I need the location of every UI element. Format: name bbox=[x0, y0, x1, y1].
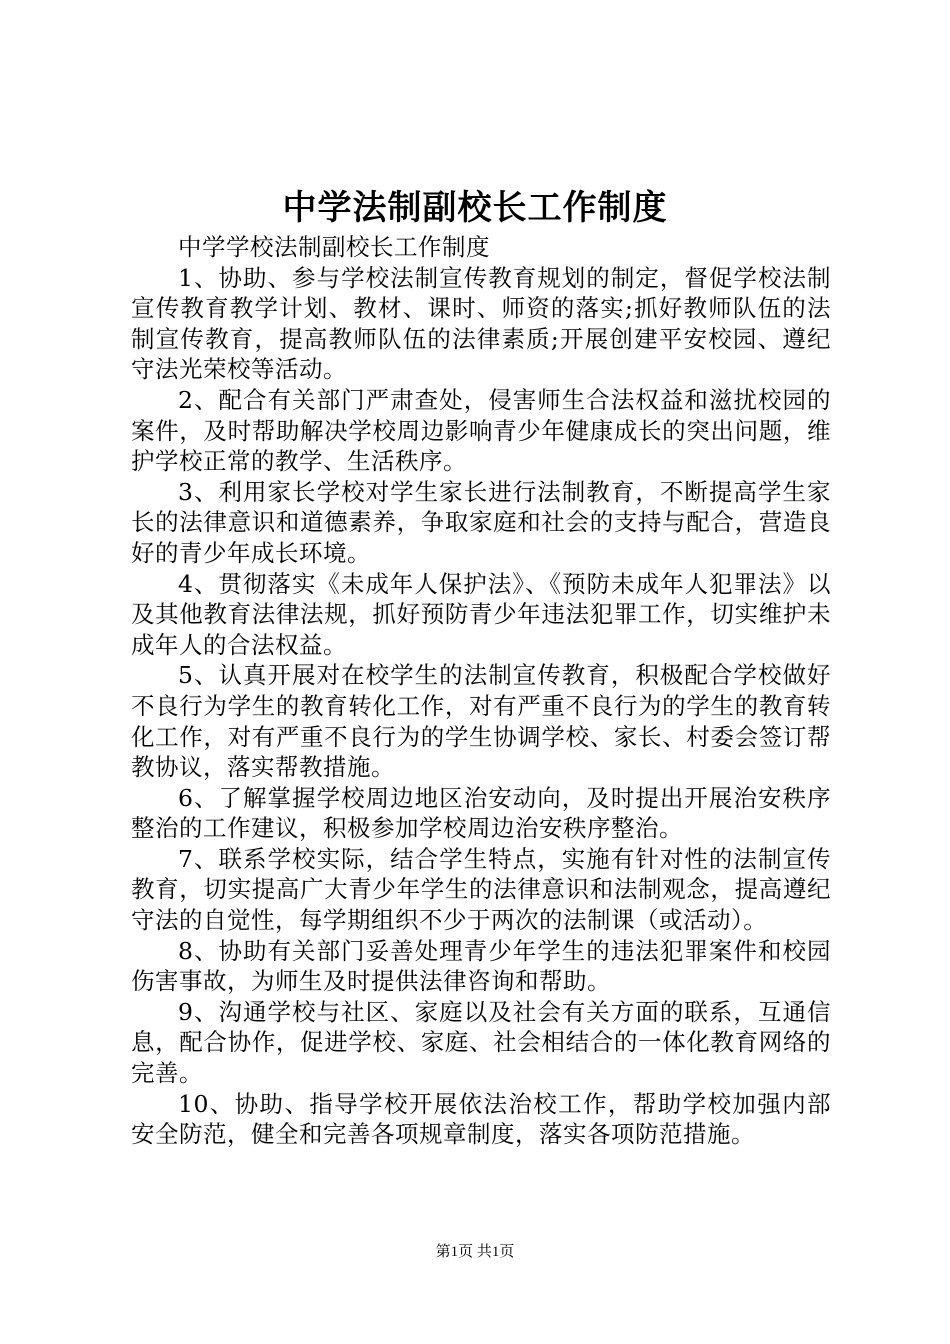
document-title: 中学法制副校长工作制度 bbox=[282, 188, 668, 228]
paragraph-1: 1、协助、参与学校法制宣传教育规划的制定，督促学校法制宣传教育教学计划、教材、课时、师资的落实;抓好教师队伍的法制宣传教育，提高教师队伍的法律素质;开展创建平安校园、遵纪守法光荣校等活动。 bbox=[131, 263, 831, 384]
page-footer: 第1页 共1页 bbox=[435, 1244, 515, 1260]
paragraph-8: 8、协助有关部门妥善处理青少年学生的违法犯罪案件和校园伤害事故，为师生及时提供法律咨询和帮助。 bbox=[131, 936, 831, 996]
paragraph-10: 10、协助、指导学校开展依法治校工作，帮助学校加强内部安全防范，健全和完善各项规章制度，落实各项防范措施。 bbox=[131, 1089, 831, 1149]
document-body bbox=[131, 232, 831, 1150]
paragraph-5: 5、认真开展对在校学生的法制宣传教育，积极配合学校做好不良行为学生的教育转化工作，对有严重不良行为的学生的教育转化工作，对有严重不良行为的学生协调学校、家长、村委会签订帮教协议，落实帮教措施。 bbox=[131, 661, 831, 782]
paragraph-3: 3、利用家长学校对学生家长进行法制教育，不断提高学生家长的法律意识和道德素养，争取家庭和社会的支持与配合，营造良好的青少年成长环境。 bbox=[131, 477, 831, 567]
paragraph-4: 4、贯彻落实《未成年人保护法》、《预防未成年人犯罪法》以及其他教育法律法规，抓好预防青少年违法犯罪工作，切实维护未成年人的合法权益。 bbox=[131, 569, 831, 659]
paragraph-9: 9、沟通学校与社区、家庭以及社会有关方面的联系，互通信息，配合协作，促进学校、家庭、社会相结合的一体化教育网络的完善。 bbox=[131, 997, 831, 1088]
document-subtitle: 中学学校法制副校长工作制度 bbox=[178, 233, 490, 261]
paragraph-7: 7、联系学校实际，结合学生特点，实施有针对性的法制宣传教育，切实提高广大青少年学生的法律意识和法制观念，提高遵纪守法的自觉性，每学期组织不少于两次的法制课（或活动）。 bbox=[131, 844, 831, 935]
paragraph-2: 2、配合有关部门严肃查处，侵害师生合法权益和滋扰校园的案件，及时帮助解决学校周边影响青少年健康成长的突出问题，维护学校正常的教学、生活秩序。 bbox=[131, 385, 831, 476]
paragraph-6: 6、了解掌握学校周边地区治安动向，及时提出开展治安秩序整治的工作建议，积极参加学校周边治安秩序整治。 bbox=[131, 783, 831, 843]
